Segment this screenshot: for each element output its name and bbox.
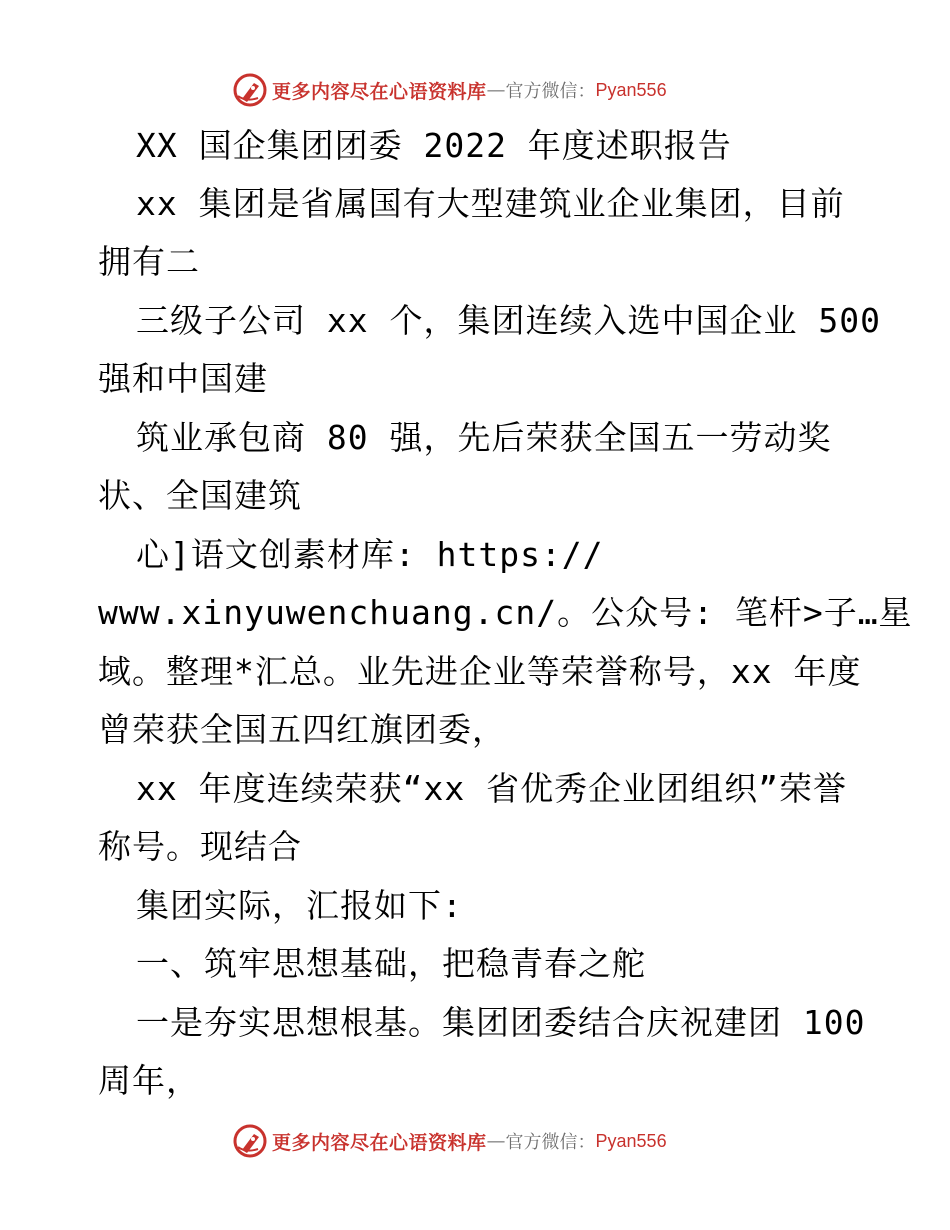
text-line: 心]语文创素材库: https:// [136,535,604,574]
text-line: xx 年度连续荣获“xx 省优秀企业团组织”荣誉 [136,769,847,808]
text-line: 三级子公司 xx 个，集团连续入选中国企业 500 [136,301,881,340]
banner-text: 更多内容尽在心语资料库 [272,1131,487,1154]
banner-text: 更多内容尽在心语资料库 [272,80,487,103]
text-line: 状、全国建筑 [98,476,302,515]
section-heading: 一、筑牢思想基础，把稳青春之舵 [136,944,646,983]
text-line: 筑业承包商 80 强，先后荣获全国五一劳动奖 [136,418,832,457]
banner-wechat-id: Pyan556 [595,1130,667,1151]
banner-dash: — [486,79,506,101]
footer-banner [232,1121,667,1161]
banner-official-label: 官方微信： [505,1132,596,1153]
pen-nib-logo-icon [232,1123,268,1159]
banner-wechat-id: Pyan556 [595,79,667,100]
text-line: 称号。现结合 [98,827,302,866]
text-line: 集团实际，汇报如下: [136,886,463,925]
text-line: 拥有二 [98,242,200,281]
text-line: 曾荣获全国五四红旗团委， [98,710,506,749]
pen-nib-logo-icon [232,72,268,108]
text-line: xx 集团是省属国有大型建筑业企业集团，目前 [136,184,845,223]
document-title: XX 国企集团团委 2022 年度述职报告 [136,126,732,165]
text-line: 一是夯实思想根基。集团团委结合庆祝建团 100 [136,1003,866,1042]
banner-official-label: 官方微信： [505,81,596,102]
text-line: 周年， [98,1061,200,1100]
text-line: 强和中国建 [98,359,268,398]
text-line: 域。整理*汇总。业先进企业等荣誉称号，xx 年度 [98,652,862,691]
text-line: www.xinyuwenchuang.cn/。公众号: 笔杆>子…星 [98,593,913,632]
header-banner [232,70,667,110]
banner-dash: — [486,1130,506,1152]
